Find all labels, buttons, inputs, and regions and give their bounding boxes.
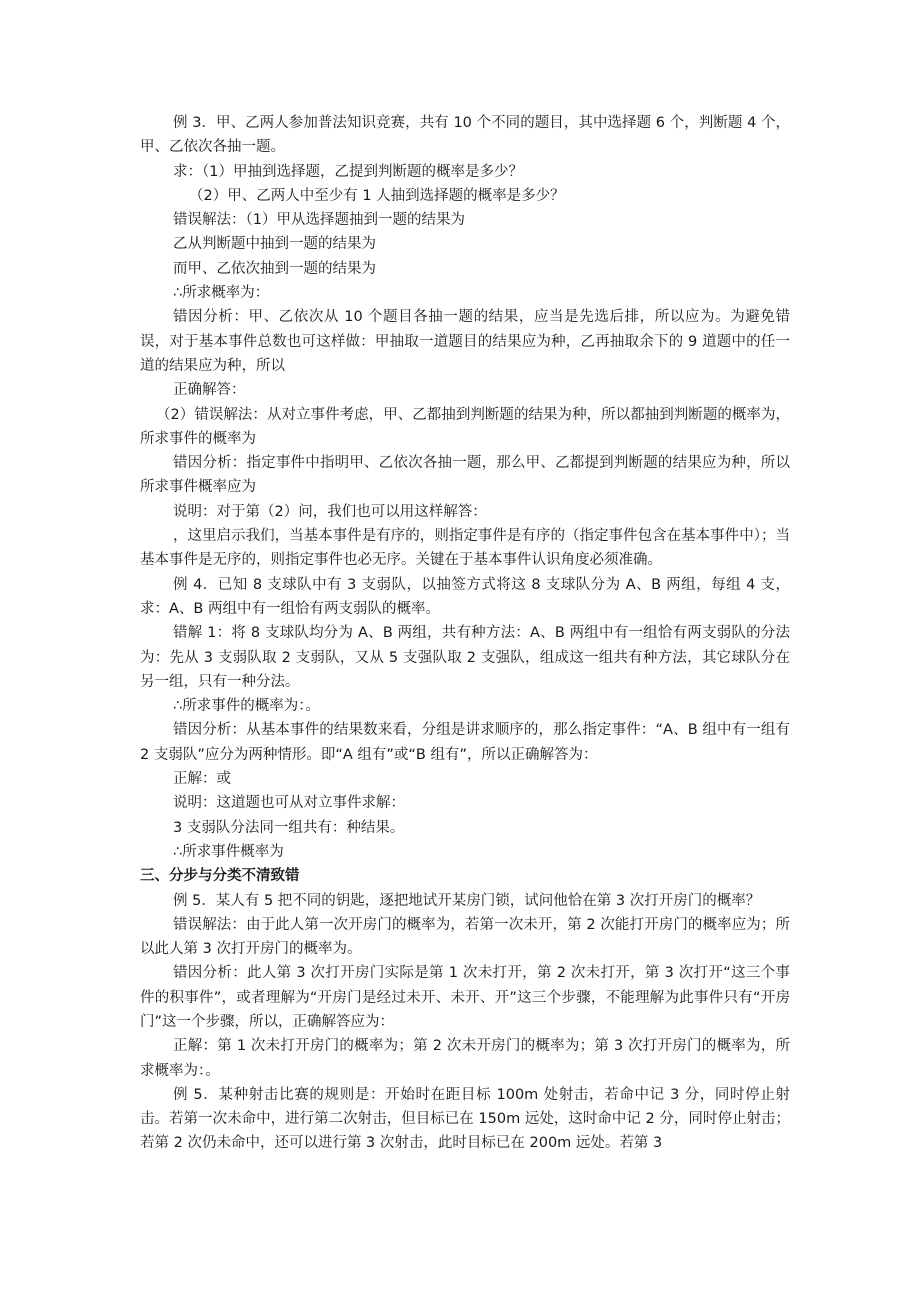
wrong-solution-step-2: 乙从判断题中抽到一题的结果为 [173, 236, 376, 253]
document-body [140, 111, 790, 1156]
example-5b-problem: 例 5．某种射击比赛的规则是：开始时在距目标 100m 处射击，若命中记 3 分，同时停止射击。若第一次未命中，进行第二次射击，但目标已在 150m 远处，这时命中记 2 分，同时停止射击；若第 2 次仍未命中，还可以进行第 3 次射击，此时目标已在 200m 远处。若第 3 [140, 1086, 790, 1152]
note-2: 说明：这道题也可从对立事件求解： [173, 795, 405, 812]
wrong-solution-result: ∴所求概率为： [173, 285, 270, 302]
wrong-solution-part-2: （2）错误解法：从对立事件考虑，甲、乙都抽到判断题的结果为种，所以都抽到判断题的概率为，所求事件的概率为 [140, 406, 790, 447]
example-5-problem: 例 5．某人有 5 把不同的钥匙，逐把地试开某房门锁，试问他恰在第 3 次打开房门的概率？ [173, 892, 761, 909]
error-analysis-1: 错因分析：甲、乙依次从 10 个题目各抽一题的结果，应当是先选后排，所以应为。为避免错误，对于基本事件总数也可这样做：甲抽取一道题目的结果应为种，乙再抽取余下的 9 道题中的任一道的结果应为种，所以 [140, 309, 790, 374]
note-2-result: ∴所求事件概率为 [173, 843, 284, 860]
wrong-solution-example-4-result: ∴所求事件的概率为：。 [173, 698, 320, 715]
section-heading-3: 三、分步与分类不清致错 [140, 868, 300, 885]
correct-solution-example-4: 正解：或 [173, 771, 231, 788]
wrong-solution-example-5: 错误解法：由于此人第一次开房门的概率为，若第一次未开，第 2 次能打开房门的概率应为；所以此人第 3 次打开房门的概率为。 [140, 916, 790, 958]
note-1: 说明：对于第（2）问，我们也可以用这样解答： [173, 503, 487, 520]
error-analysis-2: 错因分析：指定事件中指明甲、乙依次各抽一题，那么甲、乙都提到判断题的结果应为种，所以所求事件概率应为 [140, 455, 790, 496]
error-analysis-example-5: 错因分析：此人第 3 次打开房门实际是第 1 次未打开，第 2 次未打开，第 3 次打开“这三个事件的积事件”，或者理解为“开房门是经过未开、未开、开”这三个步骤，不能理解为此事件只有“开房门”这一个步骤，所以，正确解答应为： [140, 965, 790, 1030]
wrong-solution-step-1: 错误解法：（1）甲从选择题抽到一题的结果为 [173, 212, 465, 229]
correct-solution-example-5: 正解：第 1 次未打开房门的概率为；第 2 次未开房门的概率为；第 3 次打开房门的概率为，所求概率为：。 [140, 1038, 790, 1079]
note-2-step: 3 支弱队分法同一组共有：种结果。 [173, 819, 405, 836]
example-3-question-1: 求：（1）甲抽到选择题，乙提到判断题的概率是多少？ [173, 163, 523, 180]
example-3-problem: 例 3．甲、乙两人参加普法知识竞赛，共有 10 个不同的题目，其中选择题 6 个，判断题 4 个，甲、乙依次各抽一题。 [140, 115, 790, 156]
example-3-question-2: （2）甲、乙两人中至少有 1 人抽到选择题的概率是多少？ [189, 187, 565, 204]
wrong-solution-step-3: 而甲、乙依次抽到一题的结果为 [173, 260, 376, 277]
example-4-problem: 例 4．已知 8 支球队中有 3 支弱队，以抽签方式将这 8 支球队分为 A、B 两组，每组 4 支，求：A、B 两组中有一组恰有两支弱队的概率。 [140, 576, 790, 617]
note-1-conclusion: ，这里启示我们，当基本事件是有序的，则指定事件是有序的（指定事件包含在基本事件中）；当基本事件是无序的，则指定事件也必无序。关键在于基本事件认识角度必须准确。 [140, 528, 790, 569]
correct-solution-1: 正确解答： [173, 382, 246, 399]
error-analysis-example-4: 错因分析：从基本事件的结果数来看，分组是讲求顺序的，那么指定事件：“A、B 组中有一组有 2 支弱队”应分为两种情形。即“A 组有”或“B 组有”，所以正确解答为： [140, 722, 790, 763]
wrong-solution-example-4: 错解 1：将 8 支球队均分为 A、B 两组，共有种方法：A、B 两组中有一组恰有两支弱队的分法为：先从 3 支弱队取 2 支弱队，又从 5 支强队取 2 支强队，组成这一组共有种方法，其它球队分在另一组，只有一种分法。 [140, 625, 790, 690]
